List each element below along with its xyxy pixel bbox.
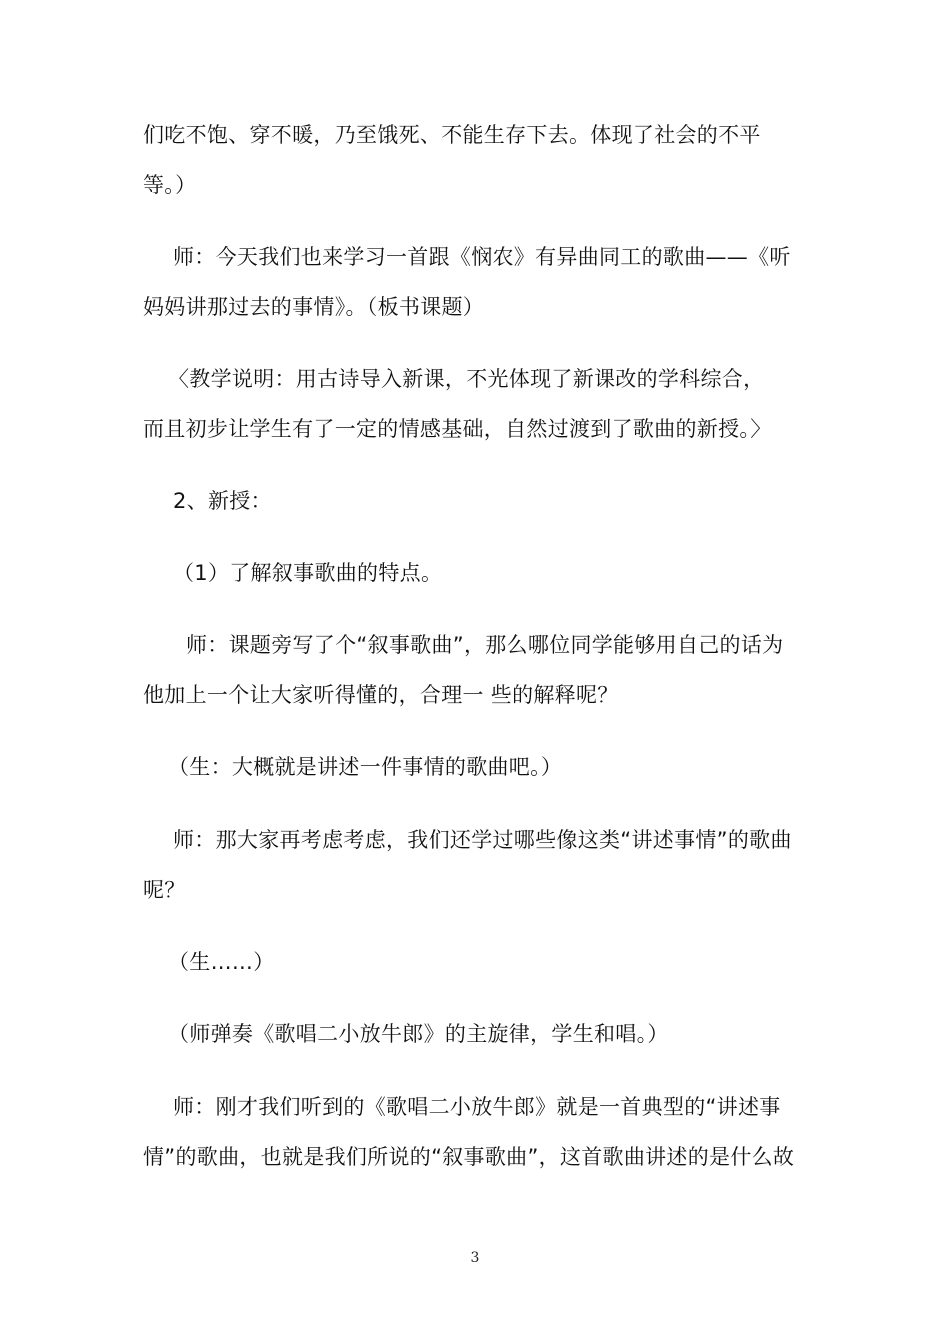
text-line: 等。） bbox=[143, 173, 197, 197]
text-line: 师：课题旁写了个“叙事歌曲”，那么哪位同学能够用自己的话为 bbox=[186, 633, 784, 657]
text-line: 师：刚才我们听到的《歌唱二小放牛郎》就是一首典型的“讲述事 bbox=[173, 1095, 781, 1119]
text-line: 他加上一个让大家听得懂的，合理一 些的解释呢？ bbox=[143, 683, 619, 707]
text-line: 情”的歌曲，也就是我们所说的“叙事歌曲”，这首歌曲讲述的是什么故 bbox=[143, 1145, 795, 1169]
text-line: （生……） bbox=[168, 950, 275, 974]
text-line: 师：今天我们也来学习一首跟《悯农》有异曲同工的歌曲——《听 bbox=[173, 245, 791, 269]
text-line: （生：大概就是讲述一件事情的歌曲吧。） bbox=[168, 755, 563, 779]
page-number: 3 bbox=[470, 1250, 480, 1266]
text-line: 妈妈讲那过去的事情》。（板书课题） bbox=[143, 295, 485, 319]
text-line: 〈教学说明：用古诗导入新课，不光体现了新课改的学科综合， bbox=[168, 367, 765, 391]
text-line: 呢？ bbox=[143, 878, 186, 902]
text-line: 们吃不饱、穿不暖，乃至饿死、不能生存下去。体现了社会的不平 bbox=[143, 123, 761, 147]
subsection-heading: （1）了解叙事歌曲的特点。 bbox=[173, 561, 443, 585]
text-line: 而且初步让学生有了一定的情感基础，自然过渡到了歌曲的新授。〉 bbox=[143, 417, 772, 441]
section-heading: 2、新授： bbox=[173, 489, 272, 513]
text-line: 师：那大家再考虑考虑，我们还学过哪些像这类“讲述事情”的歌曲 bbox=[173, 828, 792, 852]
text-line: （师弹奏《歌唱二小放牛郎》的主旋律，学生和唱。） bbox=[168, 1022, 669, 1046]
